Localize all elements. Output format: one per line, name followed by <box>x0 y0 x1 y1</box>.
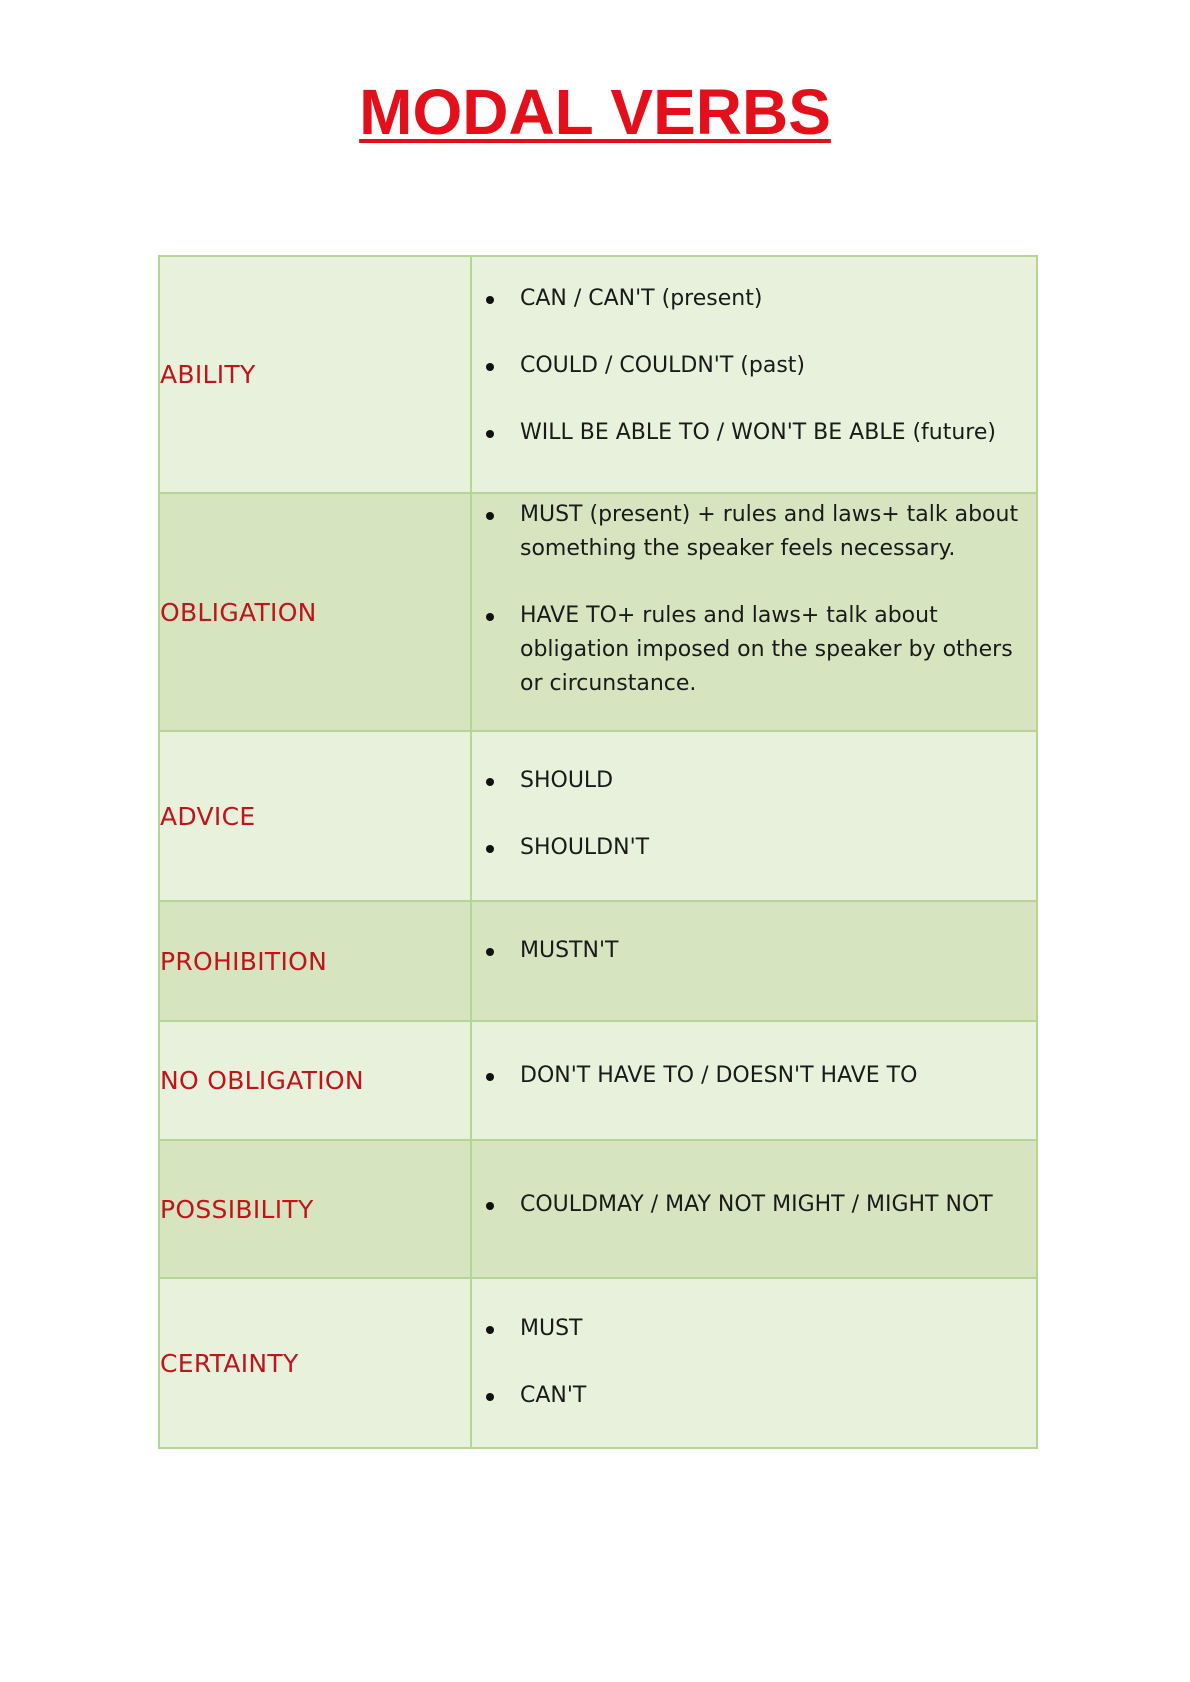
bullet-list <box>472 1188 1036 1222</box>
table-row <box>159 901 1037 1021</box>
row-items-cell <box>471 731 1037 901</box>
row-label-prohibition: PROHIBITION <box>159 901 471 1021</box>
page-title: MODAL VERBS <box>359 76 831 148</box>
row-items-cell <box>471 1278 1037 1448</box>
list-item: CAN'T <box>472 1379 1036 1413</box>
bullet-list <box>472 282 1036 450</box>
row-items-cell <box>471 256 1037 493</box>
row-label-possibility: POSSIBILITY <box>159 1140 471 1278</box>
list-item: DON'T HAVE TO / DOESN'T HAVE TO <box>472 1059 1036 1093</box>
table-row <box>159 1278 1037 1448</box>
modal-verbs-table <box>158 255 1038 1449</box>
table-row <box>159 256 1037 493</box>
row-items-cell <box>471 493 1037 731</box>
bullet-list <box>472 764 1036 865</box>
bullet-list <box>472 498 1036 701</box>
list-item: COULD / COULDN'T (past) <box>472 349 1036 383</box>
list-item: WILL BE ABLE TO / WON'T BE ABLE (future) <box>472 416 1036 450</box>
bullet-list <box>472 1059 1036 1093</box>
bullet-list <box>472 1312 1036 1413</box>
bullet-list <box>472 934 1036 968</box>
row-items-cell <box>471 901 1037 1021</box>
list-item: HAVE TO+ rules and laws+ talk about obligation imposed on the speaker by others or circunstance. <box>472 599 1036 701</box>
row-label-advice: ADVICE <box>159 731 471 901</box>
table-row <box>159 1140 1037 1278</box>
table-row <box>159 1021 1037 1140</box>
row-items-cell <box>471 1021 1037 1140</box>
list-item: MUSTN'T <box>472 934 1036 968</box>
row-label-no-obligation: NO OBLIGATION <box>159 1021 471 1140</box>
table-row <box>159 731 1037 901</box>
table-row <box>159 493 1037 731</box>
list-item: MUST (present) + rules and laws+ talk about something the speaker feels necessary. <box>472 498 1036 566</box>
list-item: COULDMAY / MAY NOT MIGHT / MIGHT NOT <box>472 1188 1036 1222</box>
list-item: SHOULDN'T <box>472 831 1036 865</box>
list-item: CAN / CAN'T (present) <box>472 282 1036 316</box>
list-item: MUST <box>472 1312 1036 1346</box>
row-items-cell <box>471 1140 1037 1278</box>
row-label-certainty: CERTAINTY <box>159 1278 471 1448</box>
row-label-obligation: OBLIGATION <box>159 493 471 731</box>
list-item: SHOULD <box>472 764 1036 798</box>
row-label-ability: ABILITY <box>159 256 471 493</box>
